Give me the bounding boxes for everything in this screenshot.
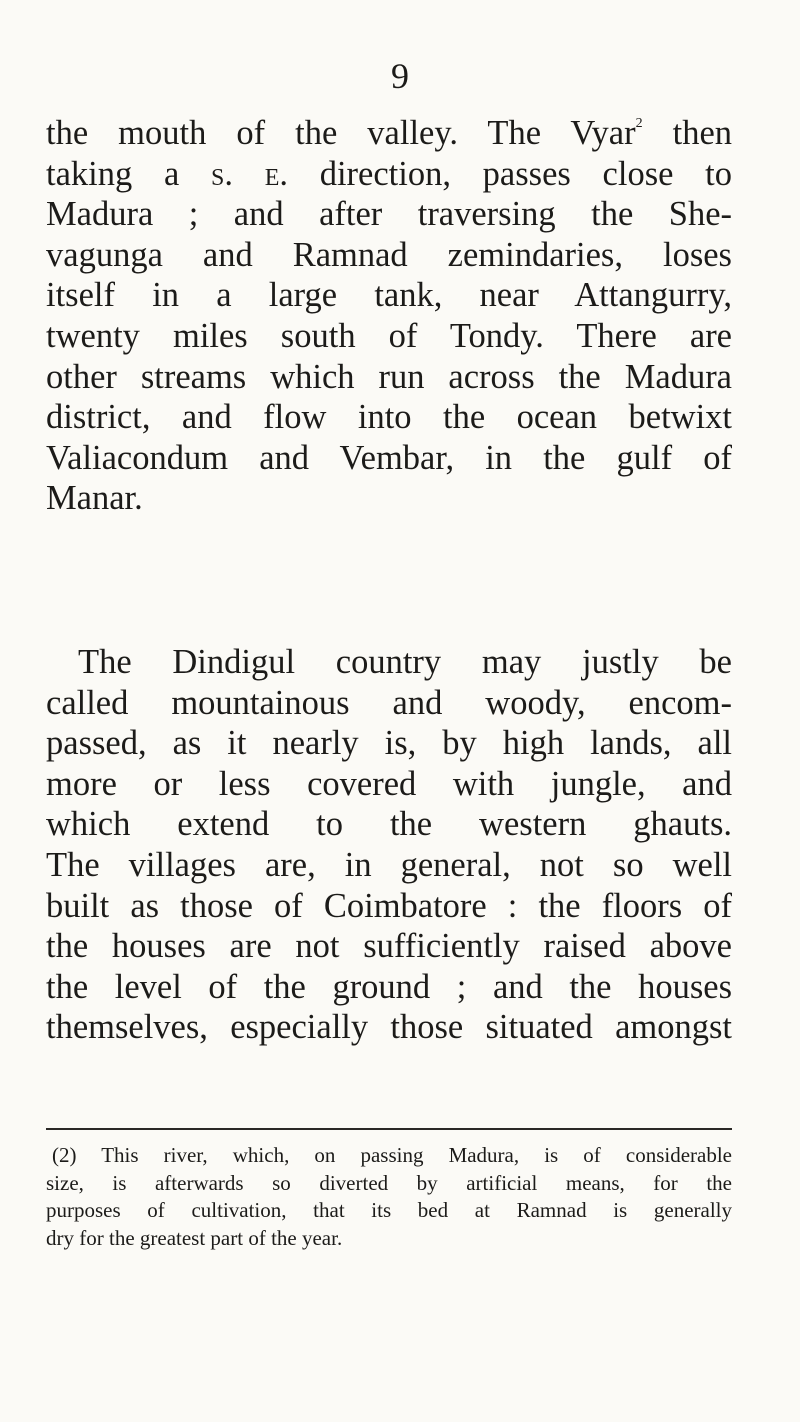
footnote-line: purposes of cultivation, that its bed at Ramnad is generally (46, 1198, 732, 1222)
footnote-divider (46, 1128, 732, 1130)
page-number: 9 (391, 56, 409, 96)
text-line: the houses are not sufficiently raised above (46, 927, 732, 966)
text-line: the level of the ground ; and the houses (46, 967, 732, 1006)
text-line: taking a s. e. direction, passes close to (46, 154, 732, 193)
footnote (46, 1142, 732, 1252)
footnote-line: dry for the greatest part of the year. (46, 1225, 343, 1250)
footnote-marker: (2) (52, 1143, 77, 1167)
text-line: passed, as it nearly is, by high lands, all (46, 724, 732, 763)
footnote-line: (2) This river, which, on passing Madura, is of considerable (52, 1143, 732, 1167)
text-line: twenty miles south of Tondy. There are (46, 316, 732, 355)
text-line: The villages are, in general, not so well (46, 845, 732, 884)
text-line: themselves, especially those situated amongst (46, 1008, 732, 1047)
text-line: vagunga and Ramnad zemindaries, loses (46, 235, 732, 274)
text-line: Manar. (46, 479, 143, 518)
text-line: Madura ; and after traversing the She- (46, 195, 732, 234)
footnote-line: size, is afterwards so diverted by artificial means, for the (46, 1170, 732, 1195)
paragraph-1 (46, 113, 732, 519)
text-line: The Dindigul country may justly be (78, 643, 732, 681)
text-line: district, and flow into the ocean betwixt (46, 398, 732, 437)
text-line: the mouth of the valley. The Vyar$^2$ then (46, 114, 733, 152)
text-line: more or less covered with jungle, and (46, 764, 732, 803)
text-line: other streams which run across the Madura (46, 357, 732, 396)
footnote-reference: 2 (635, 116, 643, 131)
text-line: which extend to the western ghauts. (46, 805, 732, 844)
text-line: Valiacondum and Vembar, in the gulf of (46, 438, 732, 477)
paragraph-2 (46, 642, 732, 1048)
text-line: called mountainous and woody, encom- (46, 683, 732, 722)
text-line: built as those of Coimbatore : the floors of (46, 886, 732, 925)
text-line: itself in a large tank, near Attangurry, (46, 276, 732, 315)
